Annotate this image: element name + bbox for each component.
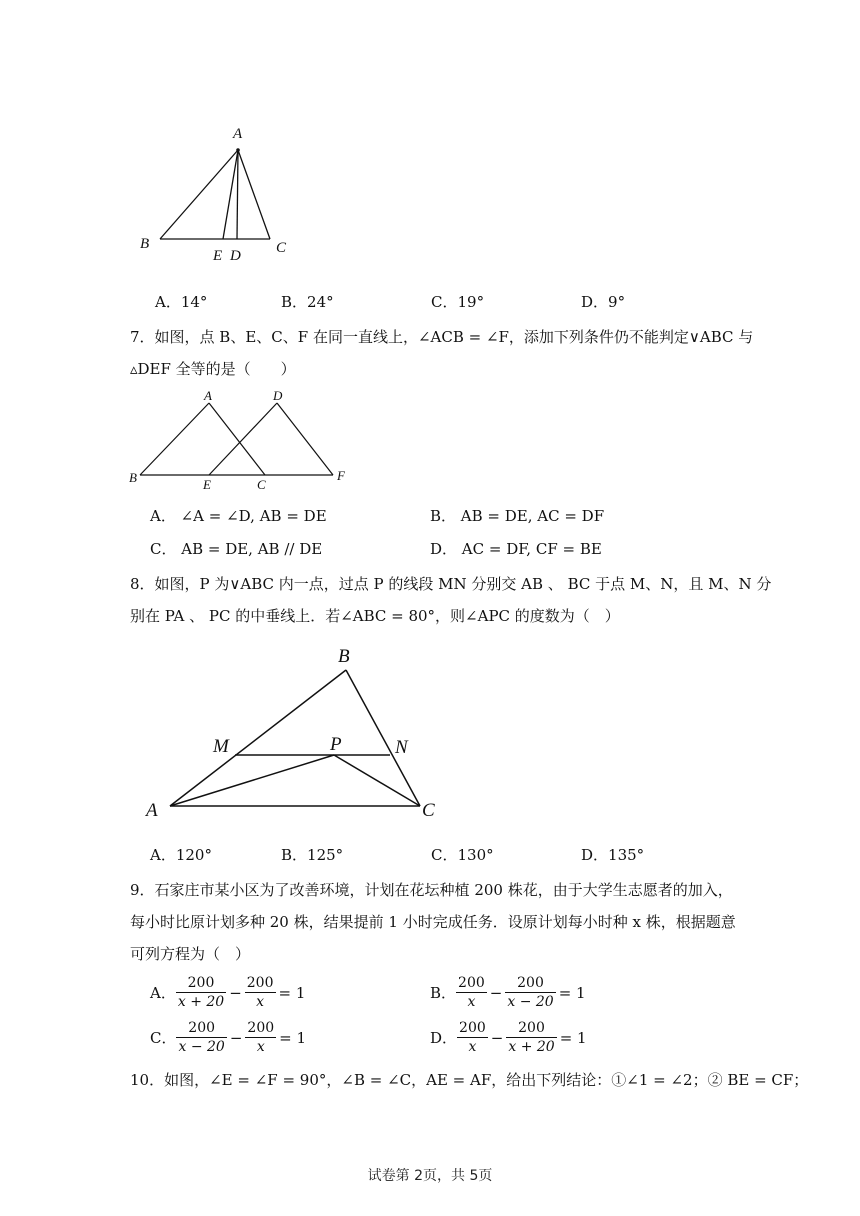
q7-label-a: A	[204, 388, 212, 403]
q7-text-line2: ▵DEF 全等的是（ ）	[130, 360, 296, 378]
q8-label-b: B	[338, 646, 350, 667]
q9-option-c-frac2: $\frac{200}{x}$	[247, 1020, 275, 1055]
q6-label-d: D	[230, 248, 241, 264]
q9-text-line2: 每小时比原计划多种 20 株，结果提前 1 小时完成任务．设原计划每小时种 x 株，根据题意	[130, 913, 736, 931]
q6-label-a: A	[233, 126, 243, 142]
q9-option-b-frac1: $\frac{200}{x}$	[458, 975, 485, 1010]
q9-option-c[interactable]: C． $\frac{200}{x - 20}$ − $\frac{200}{x}$ = 1	[150, 1020, 307, 1055]
q8-option-a[interactable]: A．120°	[150, 846, 212, 864]
q6-option-a[interactable]: A．14°	[155, 293, 208, 311]
page-footer: 试卷第 2页，共 5页	[367, 1168, 493, 1184]
q9-option-a-frac1: $\frac{200}{x + 20}$	[177, 975, 225, 1010]
q9-option-d[interactable]: D． $\frac{200}{x}$ − $\frac{200}{x + 20}$ = 1	[430, 1020, 587, 1055]
q8-option-d[interactable]: D．135°	[581, 846, 645, 864]
q6-option-b[interactable]: B．24°	[281, 293, 334, 311]
q7-label-b: B	[129, 470, 137, 485]
q6-option-c[interactable]: C．19°	[431, 293, 485, 311]
q7-option-b[interactable]: B． AB = DE, AC = DF	[430, 507, 605, 525]
q8-text-line2: 别在 PA 、 PC 的中垂线上．若∠ABC = 80°，则∠APC 的度数为（ ）	[130, 607, 620, 625]
q9-option-a-frac2: $\frac{200}{x}$	[246, 975, 274, 1010]
q9-option-d-label: D．	[430, 1029, 458, 1047]
q6-label-b: B	[140, 236, 150, 252]
q8-label-m: M	[213, 736, 229, 757]
q8-label-p: P	[330, 734, 342, 755]
q7-label-e: E	[203, 477, 211, 492]
q6-figure	[130, 120, 300, 270]
q9-option-b[interactable]: B． $\frac{200}{x}$ − $\frac{200}{x - 20}$ = 1	[430, 975, 586, 1010]
q6-option-d[interactable]: D．9°	[581, 293, 626, 311]
q9-option-b-label: B．	[430, 984, 457, 1002]
q7-option-a[interactable]: A． ∠A = ∠D, AB = DE	[150, 507, 327, 525]
q8-label-a: A	[146, 800, 158, 821]
q9-option-c-label: C．	[150, 1029, 177, 1047]
q7-label-c: C	[257, 477, 266, 492]
q7-label-f: F	[337, 468, 345, 483]
q7-label-d: D	[273, 388, 283, 403]
q8-figure	[140, 638, 450, 828]
q6-label-c: C	[276, 240, 287, 256]
q9-text-line3: 可列方程为（ ）	[130, 945, 251, 963]
q8-text-line1: 8．如图，P 为∨ABC 内一点，过点 P 的线段 MN 分别交 AB 、 BC 于点 M、N，且 M、N 分	[130, 575, 772, 593]
q8-option-c[interactable]: C．130°	[431, 846, 494, 864]
q9-text-line1: 9．石家庄市某小区为了改善环境，计划在花坛种植 200 株花，由于大学生志愿者的加入，	[130, 881, 733, 899]
q7-text-line1: 7．如图，点 B、E、C、F 在同一直线上，∠ACB = ∠F，添加下列条件仍不能判定∨ABC 与	[130, 328, 754, 346]
q9-option-d-frac2: $\frac{200}{x + 20}$	[508, 1020, 555, 1055]
q8-option-b[interactable]: B．125°	[281, 846, 344, 864]
q9-option-b-frac2: $\frac{200}{x - 20}$	[507, 975, 554, 1010]
q9-option-d-frac1: $\frac{200}{x}$	[459, 1020, 486, 1055]
q9-option-a-label: A．	[150, 984, 176, 1002]
q7-figure	[125, 388, 355, 493]
q10-text-line1: 10．如图，∠E = ∠F = 90°，∠B = ∠C，AE = AF，给出下列结论：①∠1 = ∠2；② BE = CF；	[130, 1071, 809, 1089]
q8-label-c: C	[422, 800, 435, 821]
q7-option-c[interactable]: C． AB = DE, AB // DE	[150, 540, 323, 558]
q9-option-c-frac1: $\frac{200}{x - 20}$	[178, 1020, 225, 1055]
q8-label-n: N	[395, 737, 408, 758]
q7-option-d[interactable]: D． AC = DF, CF = BE	[430, 540, 602, 558]
q6-label-e: E	[213, 248, 223, 264]
q9-option-a[interactable]: A． $\frac{200}{x + 20}$ − $\frac{200}{x}$ = 1	[150, 975, 306, 1010]
